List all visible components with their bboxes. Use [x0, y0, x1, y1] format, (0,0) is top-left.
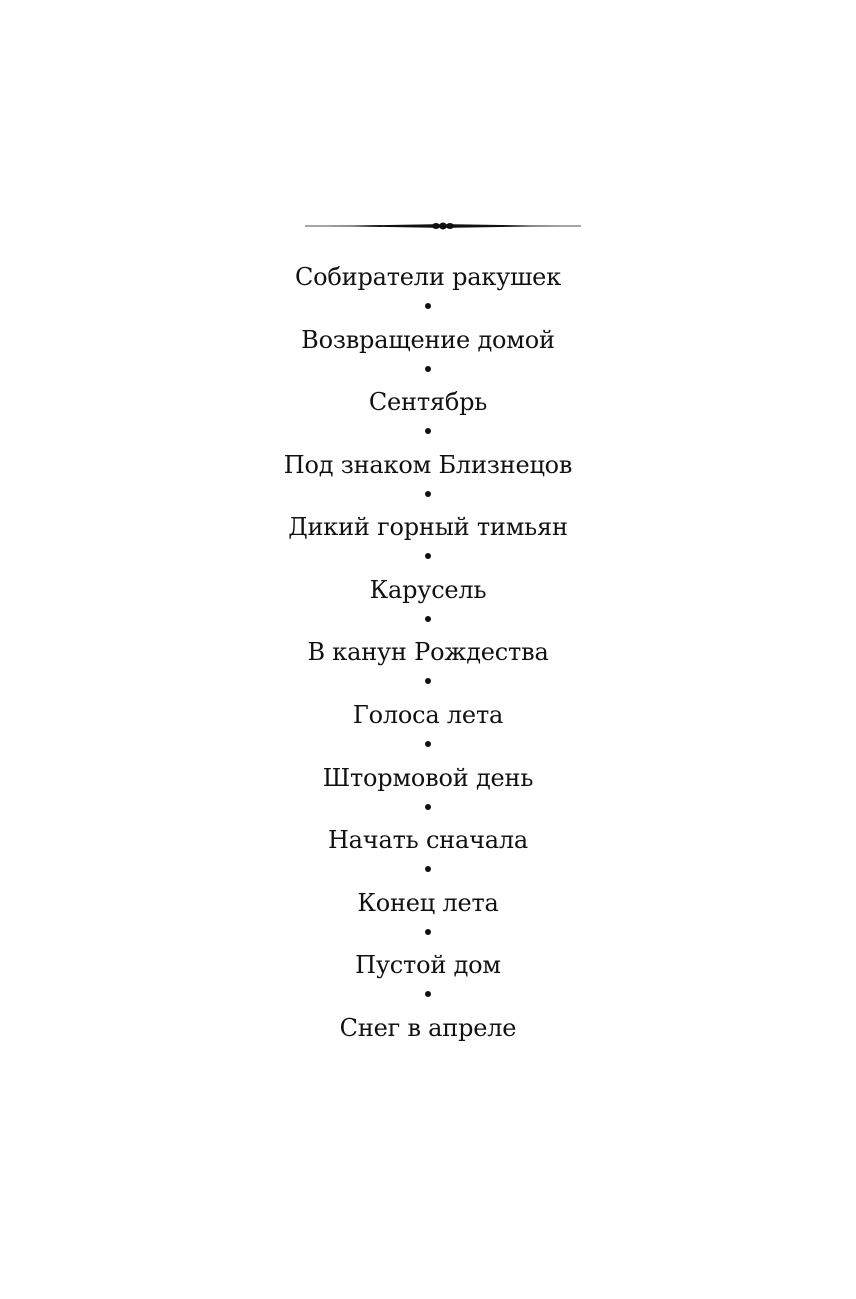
contents-title: Штормовой день: [322, 763, 534, 792]
contents-title: Карусель: [369, 575, 487, 604]
bullet-dot-icon: [0, 420, 856, 443]
bullet-dot-icon: [0, 358, 856, 381]
bullet-dot-icon: [0, 796, 856, 819]
ornamental-divider-icon: [305, 216, 581, 236]
contents-title: Конец лета: [357, 888, 499, 917]
bullet-dot-icon: [0, 545, 856, 568]
contents-title: Голоса лета: [352, 701, 504, 730]
contents-title: Дикий горный тимьян: [288, 513, 568, 542]
contents-title: Пустой дом: [355, 951, 501, 980]
contents-title: Возвращение домой: [301, 325, 555, 354]
bullet-dot-icon: [0, 670, 856, 693]
bullet-dot-icon: [0, 983, 856, 1006]
contents-title: Собиратели ракушек: [295, 263, 561, 291]
contents-title: Начать сначала: [327, 826, 529, 855]
contents-title: Под знаком Близнецов: [283, 450, 573, 479]
bullet-dot-icon: [0, 733, 856, 756]
bullet-dot-icon: [0, 608, 856, 631]
bullet-dot-icon: [0, 921, 856, 944]
contents-title: В канун Рождества: [307, 638, 549, 667]
bullet-dot-icon: [0, 858, 856, 881]
contents-list: [0, 255, 856, 1046]
bullet-dot-icon: [0, 483, 856, 506]
bullet-dot-icon: [0, 295, 856, 318]
contents-title: Сентябрь: [368, 388, 488, 417]
contents-title: Снег в апреле: [339, 1013, 517, 1042]
